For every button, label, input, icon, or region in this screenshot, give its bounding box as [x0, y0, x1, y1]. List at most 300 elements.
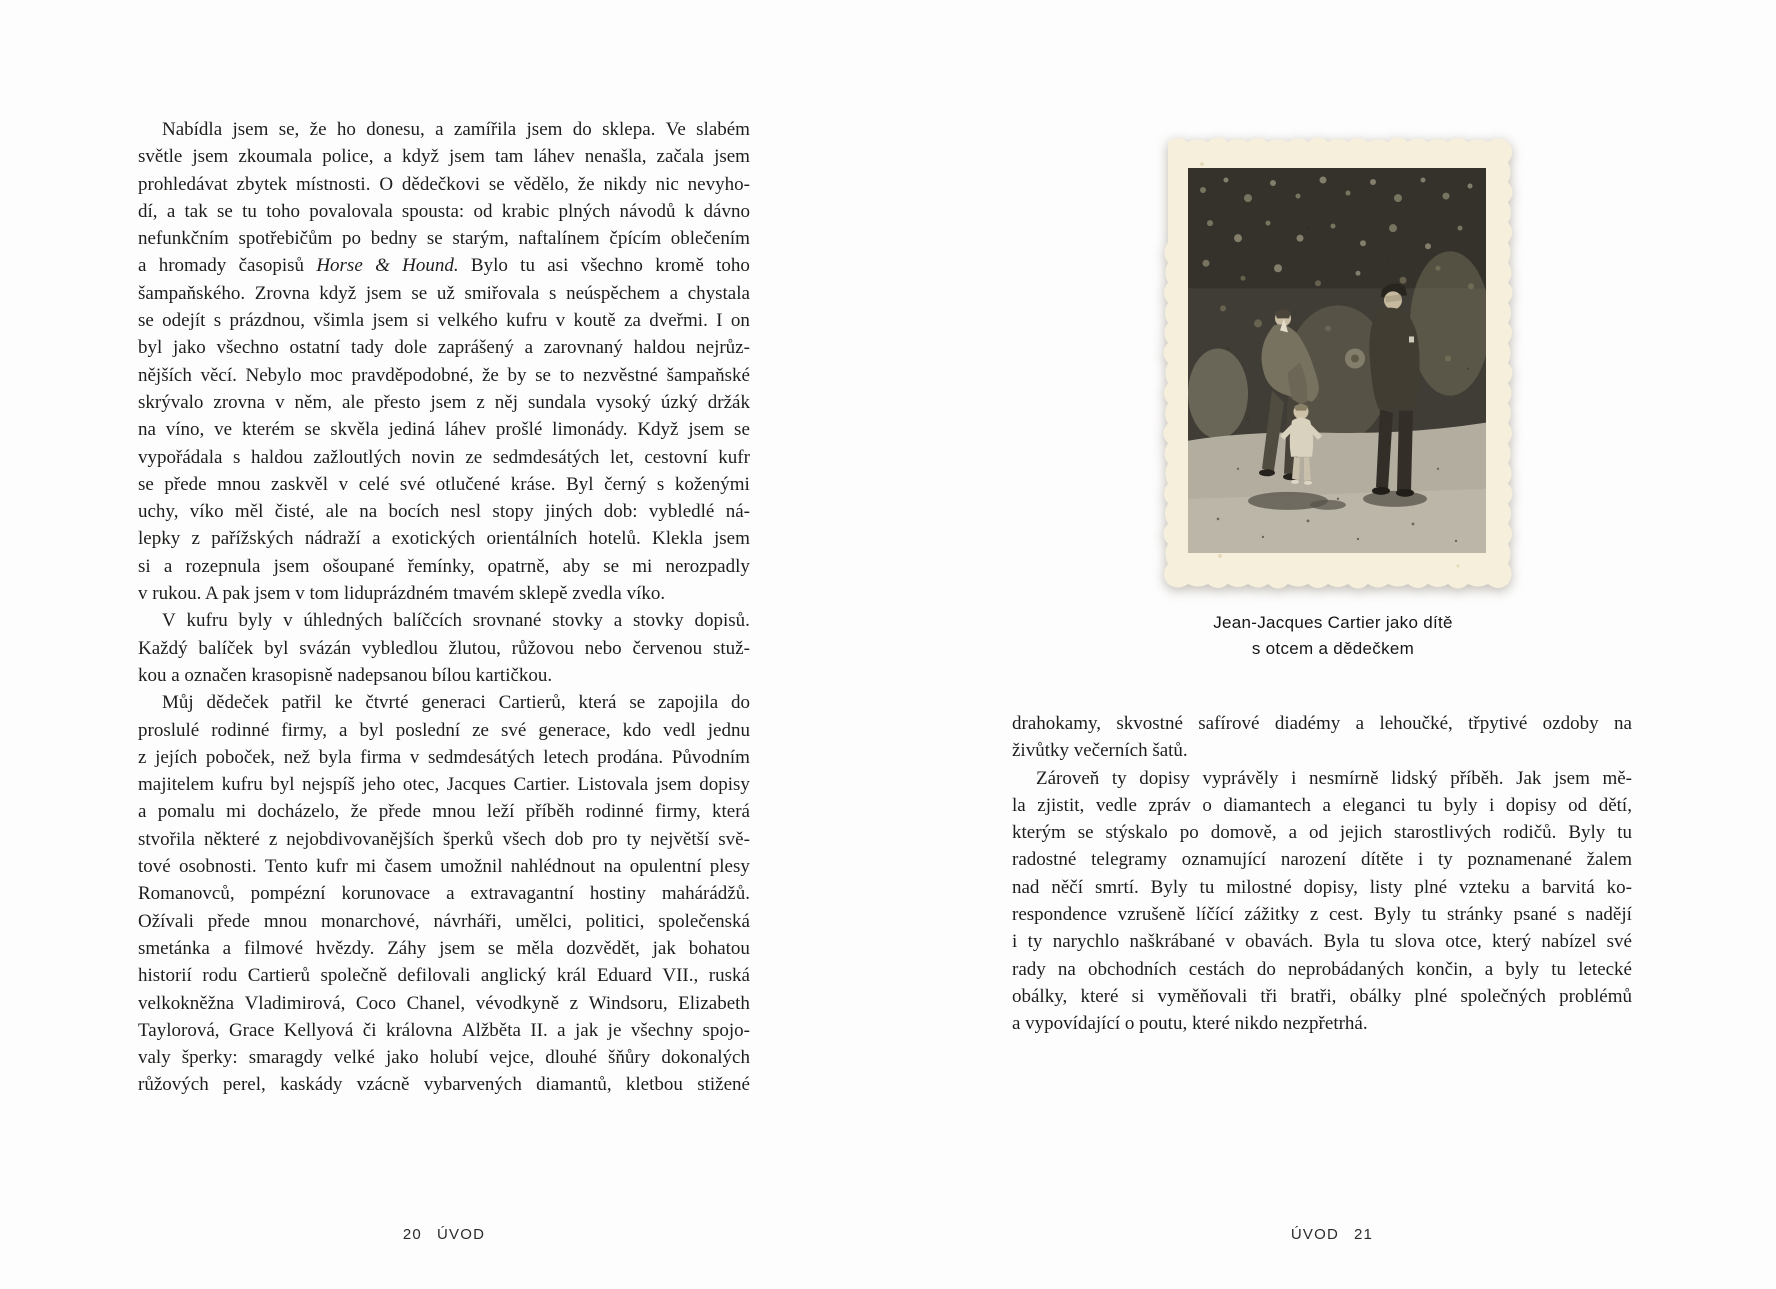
word: stvořila [138, 828, 195, 850]
word: mahárádžů. [661, 883, 750, 905]
word: bohatou [688, 937, 750, 959]
text-line [138, 362, 750, 389]
word: smaragdy [248, 1047, 323, 1069]
word: police, [322, 146, 374, 168]
text-line [138, 853, 750, 880]
word: a [446, 883, 455, 905]
word: docházelo, [257, 801, 340, 823]
word: černý [604, 473, 647, 495]
word: velké [333, 1047, 375, 1069]
word: přede [164, 473, 207, 495]
word: Byly [1373, 904, 1411, 926]
photo-image [1188, 168, 1486, 553]
word: na [1057, 958, 1076, 980]
word: se [217, 200, 233, 222]
word: vybledlou [361, 637, 438, 659]
word: dítěte [1361, 849, 1404, 871]
word: stopy [492, 501, 534, 523]
body-text-right [1012, 710, 1632, 1038]
text-line [138, 744, 750, 771]
word: poznamenané [1467, 849, 1572, 871]
word: ruská [708, 965, 750, 987]
word: pařížských [211, 528, 294, 550]
word: si [138, 555, 151, 577]
text-line: živůtky večerních šatů. [1012, 740, 1188, 762]
word: srovnané [472, 610, 542, 632]
word: se [535, 364, 551, 386]
word: mi [356, 856, 377, 878]
word: pomalu [157, 801, 215, 823]
word: tu [1551, 958, 1567, 980]
word: že [577, 173, 595, 195]
word: lehoučké, [1379, 713, 1453, 734]
word: jsem [714, 146, 750, 168]
word: v [555, 310, 566, 332]
word: celé [358, 473, 390, 495]
word: nefunkčním [138, 228, 229, 250]
word: rodinné [211, 719, 270, 741]
word: vybledlé [648, 501, 715, 523]
word: dopisy [1139, 767, 1190, 789]
word: naškrábané [1129, 931, 1215, 953]
word: politici, [585, 910, 645, 932]
word: se [426, 228, 443, 250]
word: dole [394, 337, 428, 359]
word: nenašla, [584, 146, 647, 168]
word: Hound. [402, 255, 459, 277]
word: i [1012, 931, 1018, 953]
word: diadémy [1274, 713, 1341, 734]
word: skrývalo [138, 391, 204, 413]
word: a [383, 146, 392, 168]
word: obálky, [1012, 985, 1068, 1007]
word: s [656, 473, 665, 495]
word: jak [575, 1019, 599, 1041]
word: cestách [1188, 958, 1245, 980]
word: a [1484, 958, 1494, 980]
word: tak [184, 200, 208, 222]
word: byl [270, 774, 295, 796]
word: smiřovala [464, 282, 540, 304]
word: růžovou [511, 637, 574, 659]
word: psané [1513, 904, 1557, 926]
page-number-left: 20 [402, 1226, 422, 1243]
word: lidský [1391, 767, 1438, 789]
word: mi [632, 555, 653, 577]
word: i [1417, 849, 1424, 871]
word: na [359, 501, 378, 523]
word: balíčcích [393, 610, 462, 632]
text-line [138, 307, 750, 334]
page-number-right: 21 [1354, 1226, 1374, 1243]
word: některé [203, 828, 260, 850]
word: novin [411, 446, 455, 468]
word: tu [1369, 931, 1385, 953]
word: který [1492, 931, 1532, 953]
word: ko- [1606, 876, 1632, 898]
text-line [138, 143, 750, 170]
word: Tento [264, 856, 308, 878]
word: Jak [1516, 767, 1542, 789]
word: eleganci [1342, 794, 1406, 816]
word: od [1568, 794, 1588, 816]
word: byl [264, 637, 289, 659]
word: dob [554, 828, 584, 850]
word: k [684, 200, 695, 222]
word: jsem [1553, 767, 1590, 789]
word: jak [652, 937, 676, 959]
word: na [1613, 713, 1632, 734]
word: nějších [138, 364, 192, 386]
word: umělci, [515, 910, 572, 932]
word: ze [465, 446, 483, 468]
word: Záhy [387, 937, 427, 959]
word: plné [1414, 876, 1448, 898]
word: prošlé [495, 419, 543, 441]
text-line [1012, 901, 1632, 928]
word: se [629, 692, 646, 714]
word: ale [325, 501, 348, 523]
word: ná- [725, 501, 750, 523]
word: toho [716, 255, 750, 277]
word: Taylorová, [138, 1019, 220, 1041]
text-line [1012, 874, 1632, 901]
word: čtvrté [365, 692, 409, 714]
word: II. [530, 1019, 548, 1041]
word: návrháři, [433, 910, 502, 932]
word: Když [637, 419, 679, 441]
word: respondence [1012, 904, 1107, 926]
text-line [138, 498, 750, 525]
word: že [350, 801, 368, 823]
word: haldou [251, 446, 303, 468]
text-line [138, 444, 750, 471]
word: diamantů, [536, 1074, 612, 1096]
word: je [607, 1019, 622, 1041]
word: Chanel, [406, 992, 466, 1014]
word: místnosti. [296, 173, 371, 195]
word: skvěla [330, 419, 379, 441]
word: stovky [552, 610, 603, 632]
word: dědečkovi [401, 173, 480, 195]
word: společenská [658, 910, 750, 932]
word: jsem [655, 774, 692, 796]
word: kdo [622, 719, 652, 741]
word: plesy [709, 856, 750, 878]
text-line: v rukou. A pak jsem v tom liduprázdném tmavém sklepě zvedla víko. [138, 583, 666, 605]
word: Ožívali [138, 910, 194, 932]
word: i [1291, 767, 1297, 789]
word: lepky [138, 528, 181, 550]
word: na [603, 856, 622, 878]
text-line [138, 607, 750, 634]
text-line [138, 416, 750, 443]
text-line [1012, 765, 1632, 792]
word: něm, [294, 391, 333, 413]
word: plných [558, 200, 611, 222]
word: tu [242, 200, 257, 222]
word: růžových [138, 1074, 209, 1096]
word: zrovna [213, 391, 266, 413]
word: tři [1260, 985, 1278, 1007]
word: nesl [450, 501, 482, 523]
word: sklepa. [602, 119, 656, 140]
word: prázdnou, [229, 310, 305, 332]
photo-caption [1153, 610, 1513, 662]
word: si [416, 310, 430, 332]
word: všimla [313, 310, 365, 332]
word: uchy, [138, 501, 179, 523]
word: mnou [217, 473, 261, 495]
word: s [213, 310, 222, 332]
text-line [138, 880, 750, 907]
word: kráse. [510, 473, 556, 495]
word: společně [320, 965, 388, 987]
word: a [138, 801, 147, 823]
word: letecké [1578, 958, 1632, 980]
word: dopisy, [1303, 876, 1358, 898]
word: nesmírně [1308, 767, 1379, 789]
word: za [624, 310, 641, 332]
word: mnou [432, 801, 476, 823]
word: z [476, 391, 485, 413]
word: telegramy [1091, 849, 1168, 871]
word: v [1225, 931, 1235, 953]
word: narození [1280, 849, 1347, 871]
word: Bylo [470, 255, 508, 277]
word: mnou [263, 910, 308, 932]
word: zamířila [453, 119, 517, 140]
word: jsem [430, 391, 467, 413]
word: byly [1505, 958, 1540, 980]
word: byl [359, 719, 384, 741]
text-line [1012, 819, 1632, 846]
word: rodinné [585, 801, 644, 823]
word: víko [189, 501, 224, 523]
word: v [275, 391, 285, 413]
text-line [138, 798, 750, 825]
word: hromady [158, 255, 227, 277]
word: ve [214, 419, 233, 441]
word: šampaňského. [138, 282, 246, 304]
word: holubí [429, 1047, 479, 1069]
word: proslulé [138, 719, 200, 741]
word: stižené [697, 1074, 750, 1096]
word: jiných [544, 501, 593, 523]
word: a [669, 282, 679, 304]
word: velkého [437, 310, 498, 332]
word: nadějí [1585, 904, 1632, 926]
word: nic [655, 173, 679, 195]
word: společných [1460, 985, 1546, 1007]
word: Můj [162, 692, 194, 714]
text-line [138, 826, 750, 853]
word: nabízel [1541, 931, 1597, 953]
word: z [268, 828, 278, 850]
text-line [1012, 846, 1632, 873]
text-line: kou a označen krasopisně nadepsanou bílou kartičkou. [138, 664, 553, 686]
body-text-left [138, 116, 750, 1099]
word: korunovace [341, 883, 431, 905]
word: líčící [1195, 904, 1234, 926]
word: se [411, 282, 428, 304]
word: a [163, 555, 173, 577]
word: Horse [316, 255, 363, 277]
word: měla [516, 937, 554, 959]
word: něj [494, 391, 518, 413]
word: problémů [1559, 985, 1632, 1007]
word: asi [547, 255, 569, 277]
word: stovky [632, 610, 684, 632]
word: kufru [506, 310, 548, 332]
word: když [402, 146, 439, 168]
word: vysoký [595, 391, 651, 413]
word: Byl [566, 473, 594, 495]
word: by [507, 364, 527, 386]
word: jsem [372, 310, 409, 332]
text-line [138, 1044, 750, 1071]
word: úzký [660, 391, 698, 413]
word: Zrovna [254, 282, 310, 304]
word: jsem [232, 119, 269, 140]
word: žalem [1586, 849, 1632, 871]
text-line [138, 225, 750, 252]
word: filmové [243, 937, 304, 959]
word: Nabídla [162, 119, 223, 140]
word: končin, [1416, 958, 1473, 980]
word: jejích [155, 746, 198, 768]
word: čisté, [274, 501, 315, 523]
word: rodu [202, 965, 238, 987]
word: aby [562, 555, 591, 577]
word: bratři, [1290, 985, 1337, 1007]
footer-left [0, 1226, 888, 1243]
word: či [362, 1019, 377, 1041]
word: nevyho- [687, 173, 750, 195]
word: nejobdivovanějších [286, 828, 434, 850]
word: vzteku [1459, 876, 1510, 898]
word: se [1077, 822, 1094, 844]
word: červenou [632, 637, 703, 659]
text-line [138, 116, 750, 143]
word: oblečením [670, 228, 750, 250]
word: drahokamy, [1012, 713, 1101, 734]
text-line [138, 771, 750, 798]
word: Klekla [652, 528, 703, 550]
word: šperků [442, 828, 494, 850]
word: valy [138, 1047, 171, 1069]
word: svě- [718, 828, 750, 850]
word: dozvědět, [566, 937, 640, 959]
word: perel, [223, 1074, 266, 1096]
word: kufru [221, 774, 263, 796]
word: & [375, 255, 390, 277]
word: přesto [374, 391, 421, 413]
word: ke [334, 692, 353, 714]
word: opulentní [629, 856, 702, 878]
word: zažloutlých [313, 446, 401, 468]
word: prohledávat [138, 173, 228, 195]
word: mě- [1602, 767, 1632, 789]
word: všech [502, 828, 546, 850]
word: spousta: [401, 200, 465, 222]
text-line [138, 1017, 750, 1044]
word: sedmdesátých [428, 746, 535, 768]
word: velkokněžna [138, 992, 235, 1014]
text-line [138, 471, 750, 498]
word: se [138, 310, 154, 332]
word: jejich [1339, 822, 1383, 844]
word: Jacques [446, 774, 506, 796]
word: odejít [162, 310, 206, 332]
word: spotřebičům [238, 228, 333, 250]
word: časem [384, 856, 432, 878]
word: dveřmi. [649, 310, 708, 332]
text-line [138, 990, 750, 1017]
word: nejspíš [302, 774, 355, 796]
word: zážitky [1244, 904, 1300, 926]
word: se [304, 419, 321, 441]
word: extravagantní [470, 883, 574, 905]
word: po [1179, 822, 1199, 844]
word: smrtí. [1094, 876, 1139, 898]
word: tu [520, 255, 535, 277]
word: balíček [198, 637, 254, 659]
word: ostatní [289, 337, 341, 359]
word: orientálních [486, 528, 578, 550]
word: z [569, 992, 579, 1014]
word: kletbou [625, 1074, 683, 1096]
text-line [138, 280, 750, 307]
word: cestovní [644, 446, 708, 468]
word: Alžběta [461, 1019, 521, 1041]
word: Původním [671, 746, 750, 768]
word: slabém [696, 119, 750, 140]
text-line [138, 389, 750, 416]
word: kufr [316, 856, 348, 878]
word: a [372, 528, 381, 550]
word: čpícím [609, 228, 662, 250]
text-line [1012, 792, 1632, 819]
word: patřil [281, 692, 322, 714]
text-line [1012, 956, 1632, 983]
text-line [138, 908, 750, 935]
word: byly [238, 610, 273, 632]
word: bocích [388, 501, 440, 523]
word: věcí. [200, 364, 237, 386]
word: začala [656, 146, 704, 168]
word: zbytek [236, 173, 288, 195]
word: jsem [192, 146, 229, 168]
word: do [730, 692, 750, 714]
word: návodů [619, 200, 676, 222]
word: stránky [1446, 904, 1503, 926]
word: pro [592, 828, 618, 850]
word: v [338, 473, 349, 495]
page-right [888, 0, 1776, 1289]
word: diamantech [1223, 794, 1311, 816]
word: dlouhé [545, 1047, 597, 1069]
text-line [138, 334, 750, 361]
word: dědeček [206, 692, 269, 714]
word: listy [1369, 876, 1403, 898]
word: limonády. [552, 419, 628, 441]
word: jsem [439, 937, 476, 959]
word: cest. [1328, 904, 1364, 926]
word: poboček, [205, 746, 276, 768]
word: nahlédnout [510, 856, 596, 878]
word: a [524, 337, 534, 359]
